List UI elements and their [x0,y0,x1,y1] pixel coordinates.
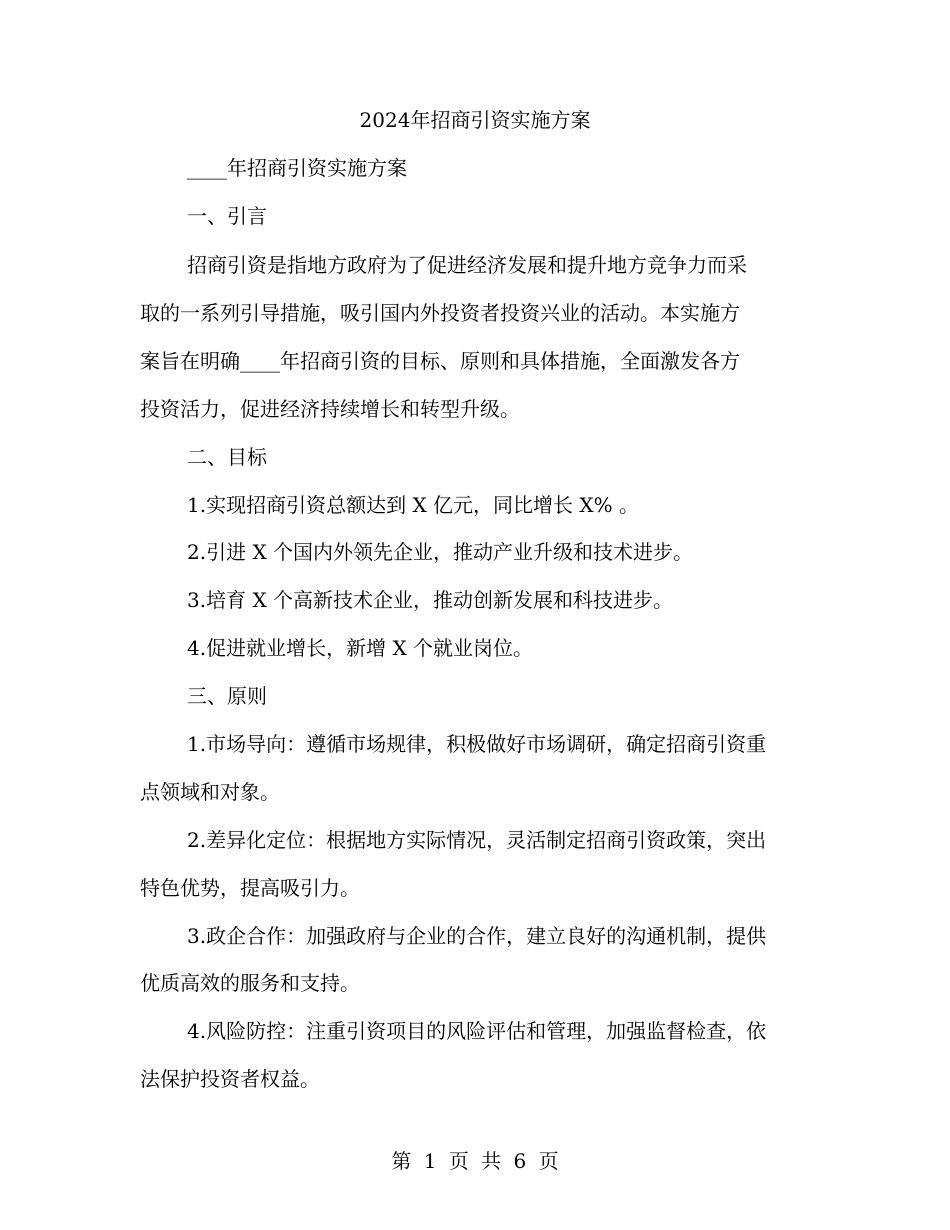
document-title: 2024年招商引资实施方案 [359,108,591,132]
principle-item: 3.政企合作：加强政府与企业的合作，建立良好的沟通机制，提供 [187,924,767,948]
goal-item: 3.培育 X 个高新技术企业，推动创新发展和科技进步。 [187,588,674,612]
paragraph-line: 案旨在明确____年招商引资的目标、原则和具体措施，全面激发各方 [140,349,740,373]
goal-item: 4.促进就业增长，新增 X 个就业岗位。 [187,636,534,660]
principle-item-continuation: 点领域和对象。 [140,780,280,804]
principle-item: 2.差异化定位：根据地方实际情况，灵活制定招商引资政策，突出 [187,828,767,852]
page-number: 第 1 页 共 6 页 [391,1149,559,1173]
goal-item: 1.实现招商引资总额达到 X 亿元，同比增长 X% 。 [187,493,639,517]
principle-item: 1.市场导向：遵循市场规律，积极做好市场调研，确定招商引资重 [187,732,767,756]
section-heading-principles: 三、原则 [187,684,267,708]
paragraph-line: 投资活力，促进经济持续增长和转型升级。 [140,397,520,421]
principle-item: 4.风险防控：注重引资项目的风险评估和管理，加强监督检查，依 [187,1019,767,1043]
principle-item-continuation: 法保护投资者权益。 [140,1067,320,1091]
principle-item-continuation: 优质高效的服务和支持。 [140,971,360,995]
goal-item: 2.引进 X 个国内外领先企业，推动产业升级和技术进步。 [187,540,694,564]
paragraph-line: 取的一系列引导措施，吸引国内外投资者投资兴业的活动。本实施方 [140,301,740,325]
principle-item-continuation: 特色优势，提高吸引力。 [140,876,360,900]
section-heading-introduction: 一、引言 [187,204,267,228]
paragraph-line: 招商引资是指地方政府为了促进经济发展和提升地方竞争力而采 [187,253,747,277]
section-heading-goals: 二、目标 [187,445,267,469]
subtitle-line: ____年招商引资实施方案 [187,156,407,180]
